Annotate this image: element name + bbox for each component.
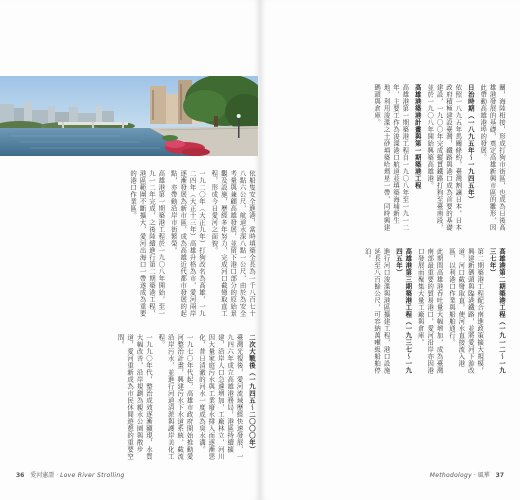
section-heading: 高雄港第二期築港工程（一九一二～一九三七年） xyxy=(488,248,506,374)
paragraph: 一九九〇年代，整治成效逐漸顯現，水質大幅改善，沿岸規劃為親水公園與散步道，愛河重新成為市民休閒遊憩的重要空間。 xyxy=(116,334,153,460)
section-heading: 高雄港築港計畫與第一期築港工程 xyxy=(413,84,422,189)
section-heading: 高雄港第三期築港工程（一九三七～一九四五年） xyxy=(394,248,413,374)
footer-separator: · xyxy=(473,472,476,479)
paragraph: 第二期築港工程配合南進政策擴大規模，興建新碼頭與臨港鐵路，並將愛河下游改道，河口截彎取直，使河水直接流入港區，以利港口作業與船舶通行。 xyxy=(447,248,485,374)
paragraph: 一九七〇年代起，高雄市政府開始推動愛河整治計畫，興建污水下水道系統，截流沿岸污水，並進行河道清淤與護岸美化工程。 xyxy=(157,334,194,460)
paragraph: 關，海陸相接，形成打狗市街區，也成為日後高雄港發展的基礎，奠定高雄新興市區的雛形，因此帶動高雄港埠的發展。 xyxy=(479,84,506,231)
paragraph: 進行河口浚渫與港區擴建工程，港口設施延長至八百餘公尺，可容納萬噸級船舶停泊。 xyxy=(363,248,391,374)
section-heading: 日治時期（一八九五年～一九四五年） xyxy=(466,84,475,203)
chapter-title: 風華 xyxy=(477,472,490,479)
paragraph: 臺灣光復後，愛河流域歷經快速發展，一九四六年成立高雄港務局，港區持續擴建，沿岸人口急遽增加，工廠林立，河川因大量家庭污水與工業廢水排入而逐漸惡化，昔日清澈的河水一度成為臭水溝。 xyxy=(197,334,244,460)
paragraph: 一九二〇年（大正九年）打狗改名為高雄，一九二四年（大正十三年）高雄升格為市，愛河兩岸逐漸發展為新市區，成為高雄近代都市發展的起點，亦帶動沿岸市街繁榮。 xyxy=(169,170,206,317)
left-lower-text-column xyxy=(20,334,256,462)
right-lower-text-column xyxy=(282,248,506,376)
right-page-footer xyxy=(430,470,504,479)
page-number: 37 xyxy=(495,472,504,479)
left-page-footer xyxy=(16,470,125,479)
paragraph: 高雄港第一期築港工程自一九〇八年至一九一二年，主要工作為浚渫港口航道並填築海埔新生地，利用浚渫之土砂填築哈瑪星一帶，同時興建碼頭與倉庫。 xyxy=(373,84,410,231)
right-upper-text-column xyxy=(282,84,506,234)
paragraph: 依照一八九五年馬關條約，臺灣割讓日本，日本政府積極建設臺灣，鐵路與港口成為首要的基礎建設，一九〇〇年完成縱貫鐵路打狗至臺南段，並於一九〇八年開始興築高雄港。 xyxy=(426,84,463,231)
book-title-english: Love River Strolling xyxy=(60,472,125,479)
right-page xyxy=(260,0,520,500)
footer-separator: · xyxy=(56,472,59,479)
paragraph: 依船隻安全進港，當時填築全長為一千八百七十八點六公尺，航道水深八點一公尺，由於為安全考量與兼顧高雄發展，並留下港口部分的原始景觀及設施，歷經多年努力，完成河口截彎取直工程，形成今日愛河之面貌。 xyxy=(210,170,256,317)
river-cityscape-image xyxy=(0,76,258,156)
love-river-photo xyxy=(0,76,258,156)
chapter-title-english: Methodology xyxy=(429,472,472,479)
section-heading: 二次大戰後（一九四五～二〇〇〇年） xyxy=(248,334,256,453)
book-title: 愛河憲證 xyxy=(30,472,55,479)
paragraph: 高雄港第一期築港工程於一九〇八年開始，至一九一二年完成，之後陸續進行第二期築港工程，港區範圍不斷擴大，愛河出海口一帶遂成為重要的港口作業區。 xyxy=(129,170,166,317)
paragraph: 此期間高雄港吞吐量大幅增加，成為臺灣南部最重要的貿易港口，愛河沿岸亦因港口發展而聚集大量工廠與倉庫。 xyxy=(416,248,444,374)
left-upper-text-column xyxy=(20,170,256,320)
page-number: 36 xyxy=(16,472,25,479)
